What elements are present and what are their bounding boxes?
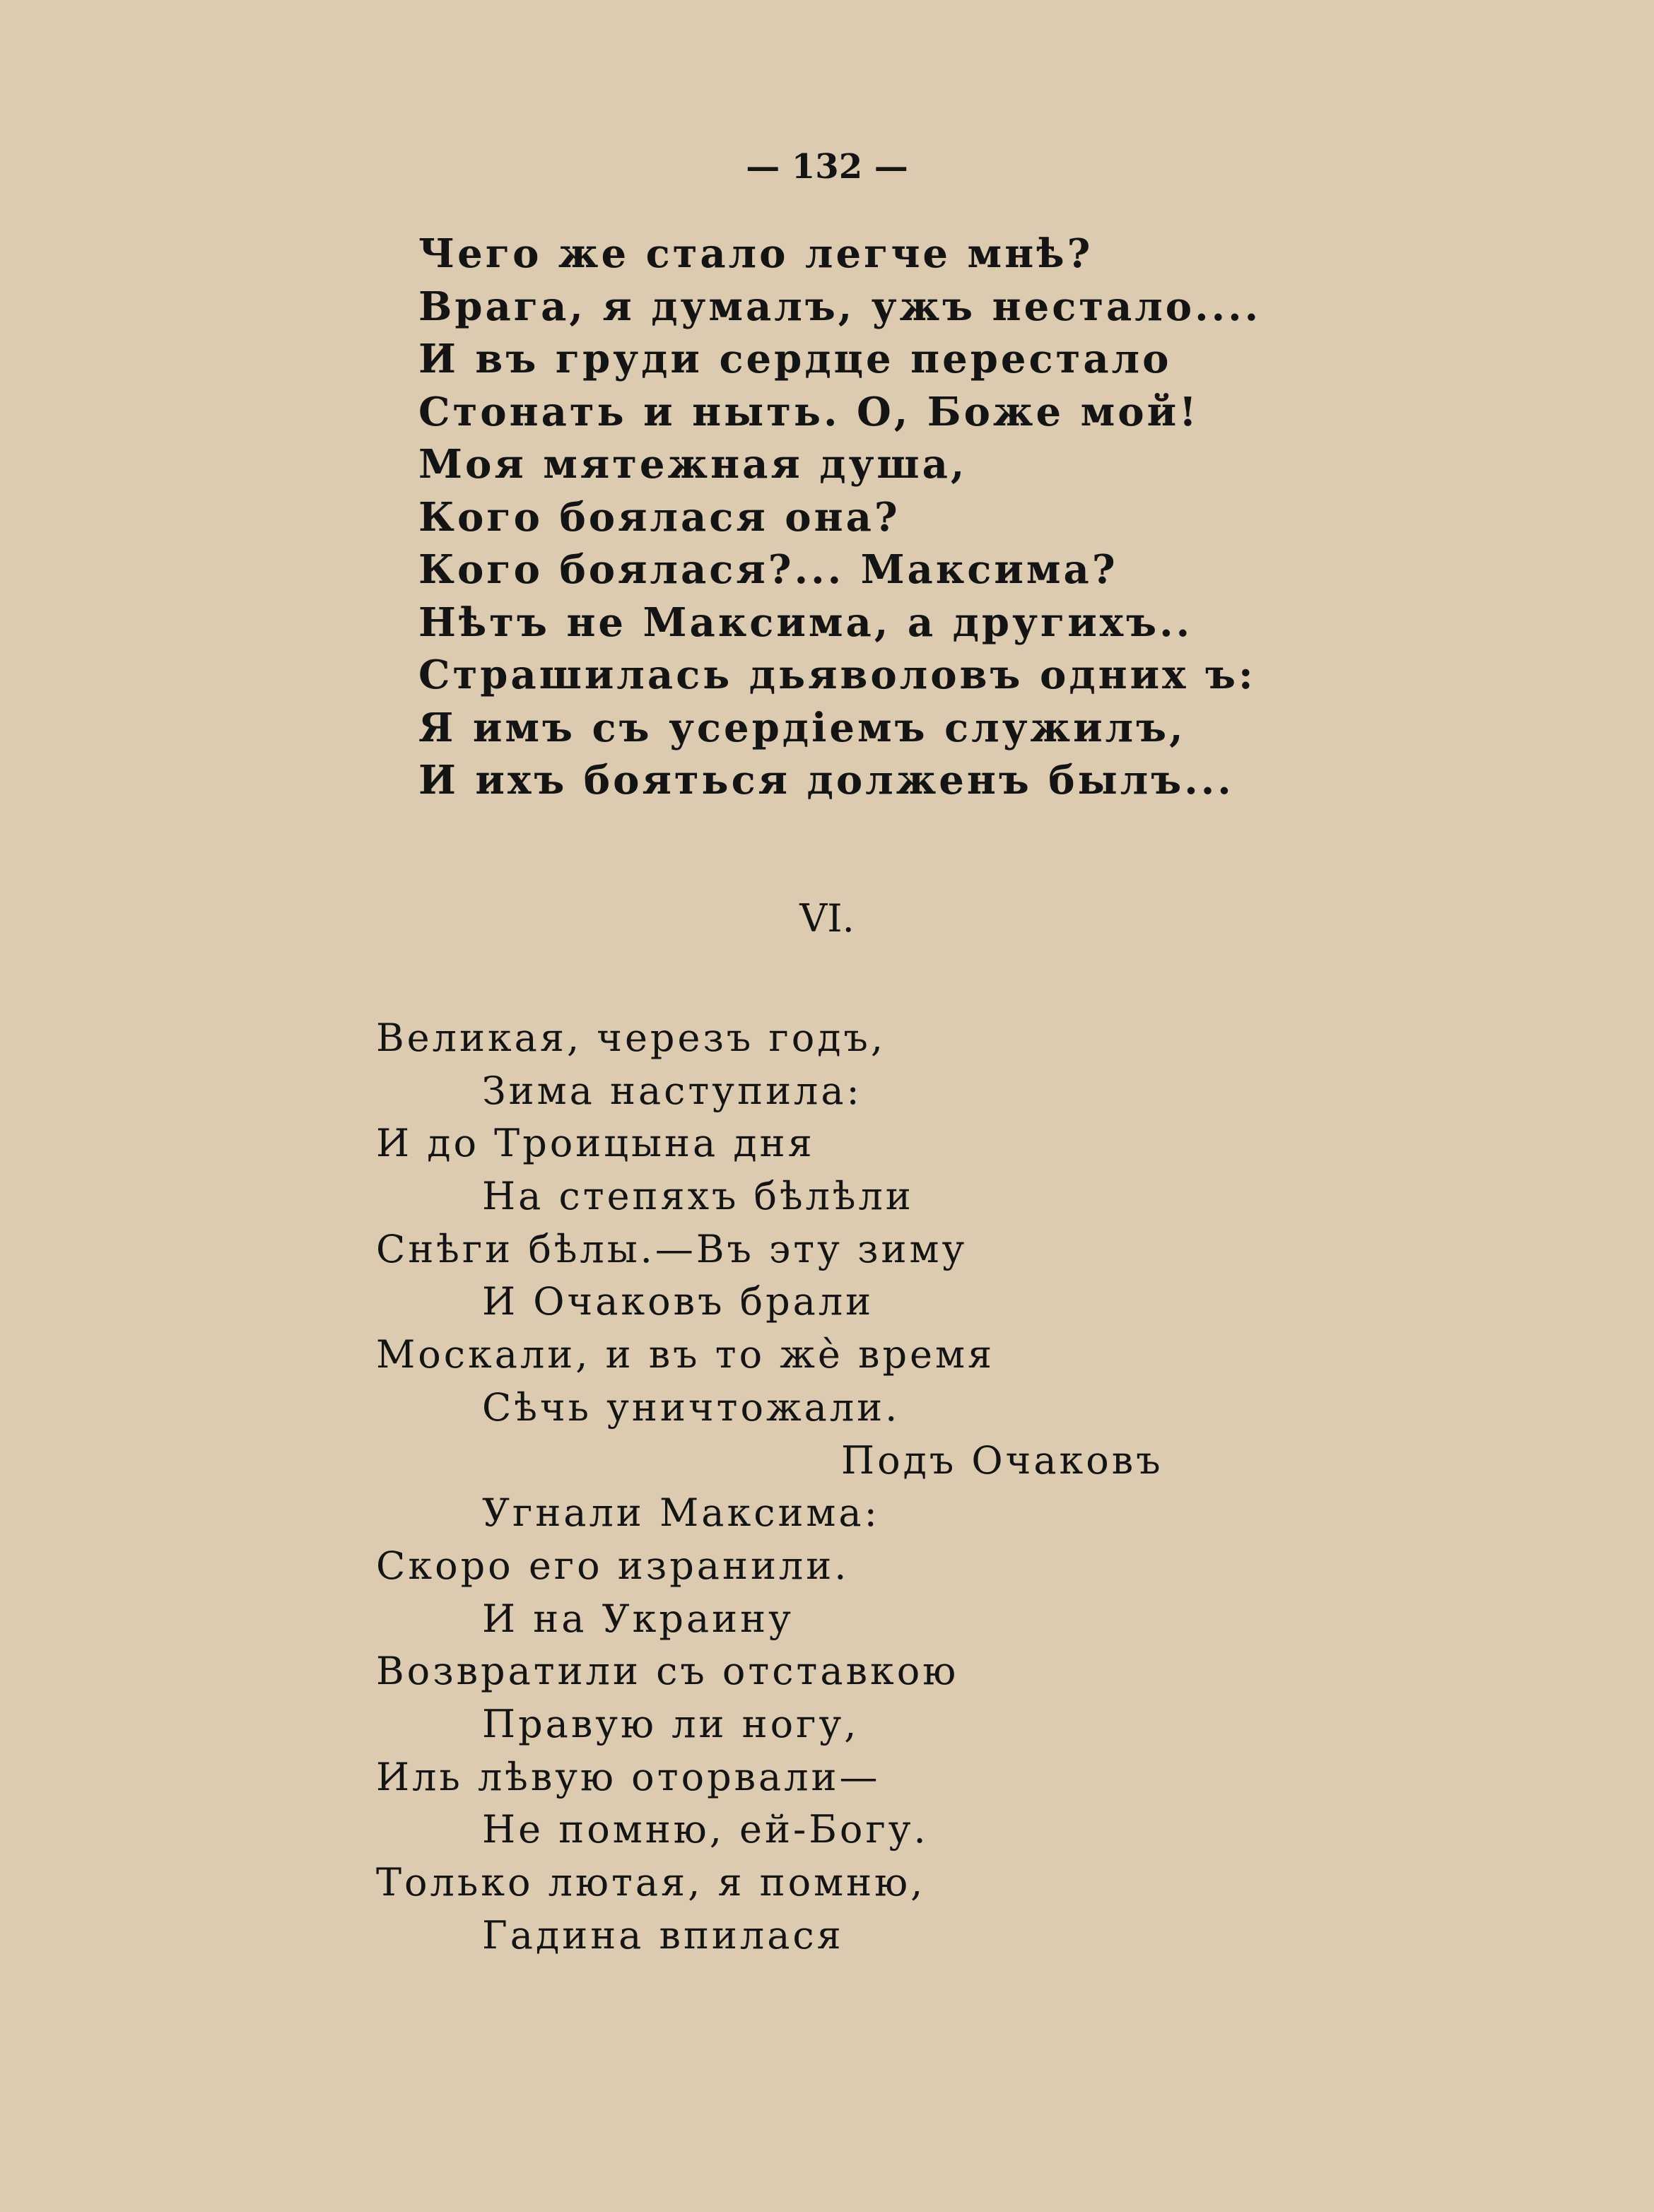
verse-line: И въ груди сердце перестало bbox=[418, 336, 1172, 382]
stanza-top bbox=[418, 228, 1408, 807]
verse-line: Правую ли ногу, bbox=[482, 1701, 860, 1746]
verse-line: Не помню, ей-Богу. bbox=[482, 1807, 929, 1852]
verse-line: Я имъ съ усердіемъ служилъ, bbox=[418, 704, 1186, 751]
verse-line: Великая, черезъ годъ, bbox=[376, 1016, 886, 1060]
verse-line: И до Троицына дня bbox=[376, 1121, 815, 1166]
verse-line: Моя мятежная душа, bbox=[418, 441, 968, 488]
verse-line: Угнали Максима: bbox=[482, 1490, 880, 1536]
verse-line: Зима наступила: bbox=[482, 1068, 862, 1113]
stanza-bottom bbox=[376, 1012, 1507, 1962]
verse-line: Сѣчь уничтожали. bbox=[482, 1384, 901, 1430]
verse-line: И на Украину bbox=[482, 1596, 794, 1641]
verse-line: Врага, я думалъ, ужъ нестало.... bbox=[418, 283, 1262, 330]
verse-line: На степяхъ бѣлѣли bbox=[482, 1174, 914, 1219]
verse-line: И ихъ бояться долженъ былъ... bbox=[418, 757, 1234, 804]
verse-line: Страшилась дьяволовъ одних ъ: bbox=[418, 652, 1256, 698]
verse-line: Чего же стало легче мнѣ? bbox=[418, 230, 1093, 277]
verse-line: Гадина впилася bbox=[482, 1912, 844, 1958]
page-number: — 132 — bbox=[746, 147, 908, 187]
verse-line: Кого боялася?... Максима? bbox=[418, 546, 1118, 593]
section-heading: VI. bbox=[799, 896, 855, 941]
verse-line: Нѣтъ не Максима, а другихъ.. bbox=[418, 599, 1193, 646]
verse-line: Подъ Очаковъ bbox=[841, 1437, 1163, 1483]
verse-line: Иль лѣвую оторвали— bbox=[376, 1754, 881, 1799]
verse-line: Стонать и ныть. О, Боже мой! bbox=[418, 388, 1200, 435]
verse-line: Только лютая, я помню, bbox=[376, 1860, 926, 1905]
verse-line: Кого боялася она? bbox=[418, 493, 901, 541]
verse-line: И Очаковъ брали bbox=[482, 1279, 874, 1324]
verse-line: Скоро его изранили. bbox=[376, 1543, 850, 1588]
verse-line: Снѣги бѣлы.—Въ эту зиму bbox=[376, 1226, 968, 1271]
verse-line: Возвратили съ отставкою bbox=[376, 1649, 959, 1694]
verse-line: Москали, и въ то жѐ время bbox=[376, 1332, 995, 1377]
